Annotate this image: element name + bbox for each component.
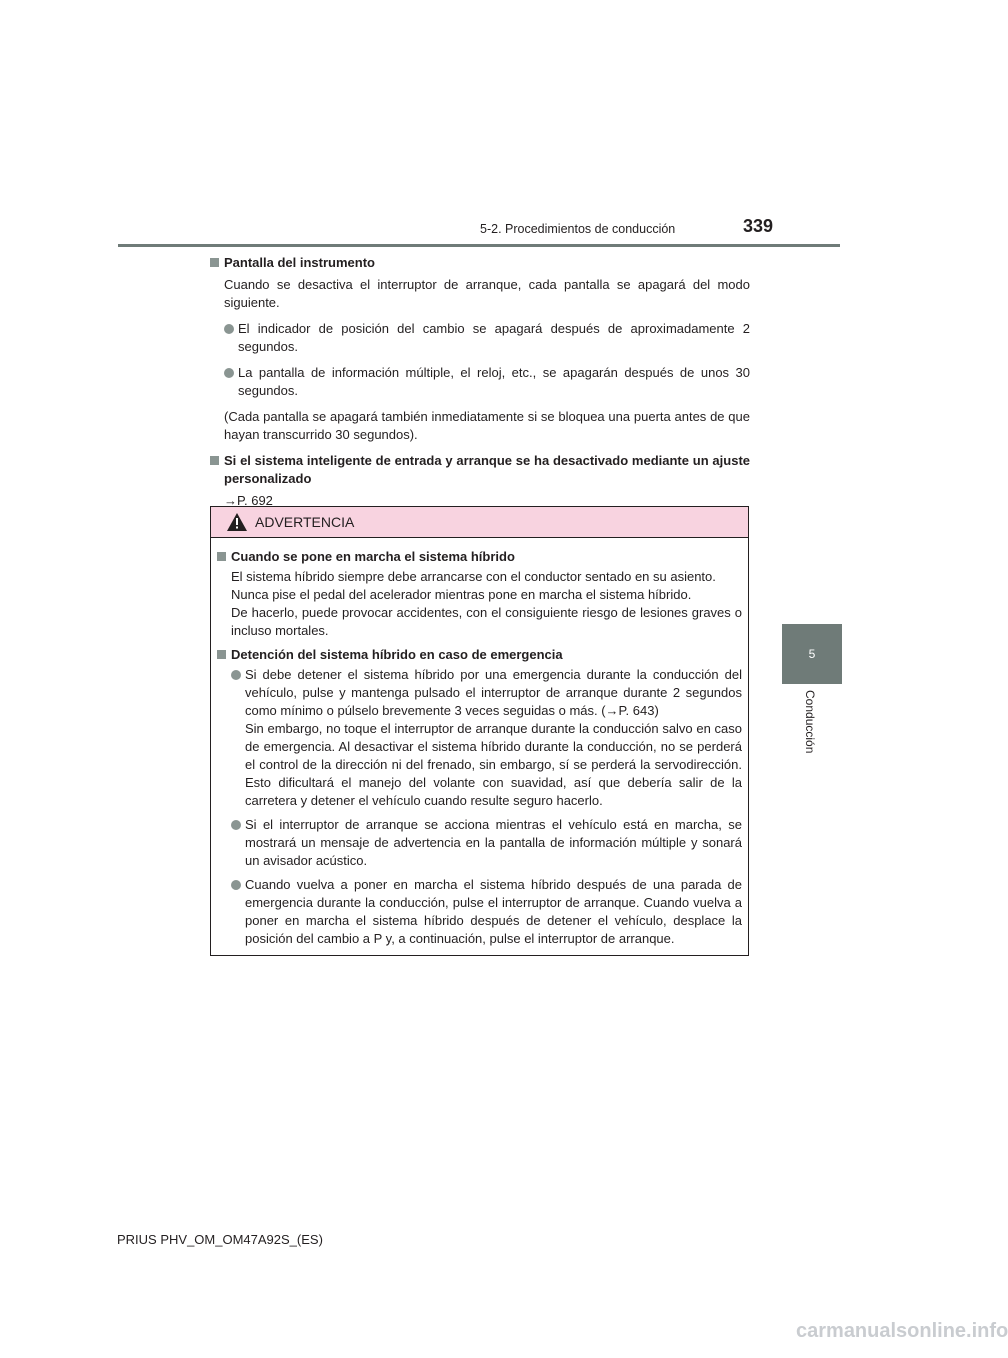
- section-title: 5-2. Procedimientos de conducción: [480, 222, 676, 236]
- watermark: carmanualsonline.info: [796, 1320, 1008, 1342]
- chapter-label: Conducción: [803, 690, 817, 754]
- list-item: El indicador de posición del cambio se apagará después de aproximadamente 2 segundos.: [210, 320, 750, 357]
- list-item: Si debe detener el sistema híbrido por una emergencia durante la conducción del vehículo, pulse y mantenga pulsado el interruptor de arranque durante 2 segundos como mínimo o púlselo brevemente 3 veces seguidas o más. (→P. 643) Sin embargo, no toque el interruptor de arranque durante la conducción salvo en caso de emergencia. Al desactivar el sistema híbrido durante la conducción, no se perderá el control de la dirección ni del frenado, sin embargo, sí se perderá la servodirección. Esto dificultará el manejo del volante con suavidad, así que debería salir de la carretera y detener el vehículo cuando resulte seguro hacerlo.: [217, 666, 742, 810]
- section-heading: Si el sistema inteligente de entrada y arranque se ha desactivado mediante un ajuste personalizado: [210, 452, 750, 489]
- warning-section-heading: Detención del sistema híbrido en caso de emergencia: [217, 646, 742, 664]
- paragraph: Cuando se desactiva el interruptor de arranque, cada pantalla se apagará del modo siguiente.: [224, 276, 750, 310]
- document-id: PRIUS PHV_OM_OM47A92S_(ES): [117, 1232, 323, 1247]
- square-bullet-icon: [217, 552, 226, 561]
- warning-body: [211, 538, 748, 948]
- header-divider: [118, 244, 840, 247]
- square-bullet-icon: [217, 650, 226, 659]
- main-content: [210, 254, 750, 517]
- paragraph: El sistema híbrido siempre debe arrancarse con el conductor sentado en su asiento. Nunca pise el pedal del acelerador mientras pone en marcha el sistema híbrido. De hacerlo, puede provocar accidentes, con el consiguiente riesgo de lesiones graves o incluso mortales.: [231, 569, 742, 638]
- circle-bullet-icon: [224, 324, 234, 334]
- page-reference: →P. 692: [224, 492, 273, 508]
- page-number: 339: [743, 216, 774, 236]
- circle-bullet-icon: [224, 368, 234, 378]
- list-item: La pantalla de información múltiple, el reloj, etc., se apagarán después de unos 30 segundos.: [210, 364, 750, 401]
- circle-bullet-icon: [231, 880, 241, 890]
- note-paragraph: (Cada pantalla se apagará también inmediatamente si se bloquea una puerta antes de que hayan transcurrido 30 segundos).: [224, 408, 750, 442]
- circle-bullet-icon: [231, 820, 241, 830]
- circle-bullet-icon: [231, 670, 241, 680]
- warning-header: [211, 507, 748, 538]
- square-bullet-icon: [210, 456, 219, 465]
- warning-box: [210, 506, 749, 956]
- warning-section-heading: Cuando se pone en marcha el sistema híbrido: [217, 548, 742, 566]
- square-bullet-icon: [210, 258, 219, 267]
- chapter-number: 5: [808, 647, 816, 661]
- warning-triangle-icon: [227, 513, 247, 531]
- list-item: Si el interruptor de arranque se acciona mientras el vehículo está en marcha, se mostrará un mensaje de advertencia en la pantalla de información múltiple y sonará un avisador acústico.: [217, 816, 742, 870]
- warning-title: ADVERTENCIA: [255, 514, 355, 530]
- list-item: Cuando vuelva a poner en marcha el sistema híbrido después de una parada de emergencia durante la conducción, pulse el interruptor de arranque. Cuando vuelva a poner en marcha el sistema híbrido después de detener el vehículo, desplace la posición del cambio a P y, a continuación, pulse el interruptor de arranque.: [217, 876, 742, 948]
- chapter-tab: [782, 624, 842, 684]
- section-heading: Pantalla del instrumento: [210, 254, 750, 273]
